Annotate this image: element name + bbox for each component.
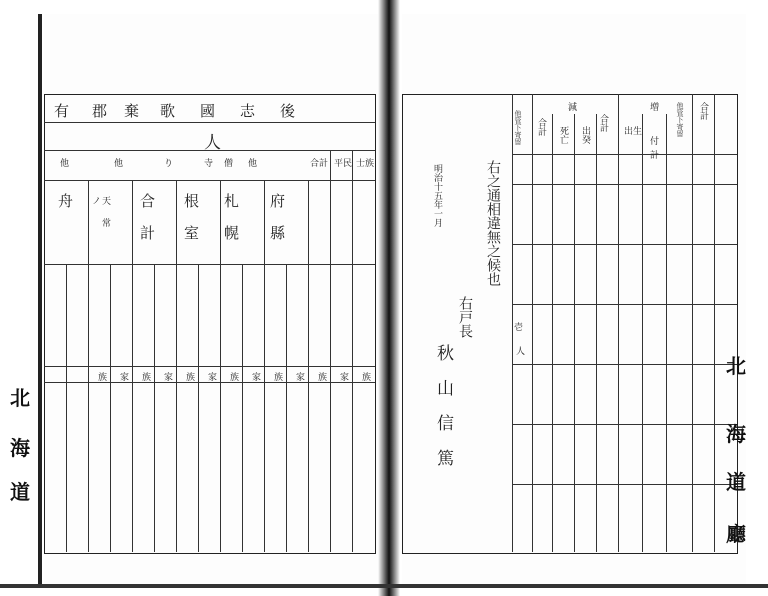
household-4: 家 [296,373,306,383]
col-header-10: 減 [568,103,578,113]
left-page-shadow [38,14,42,584]
row-a-5: 僧 [224,159,234,169]
row-a-9: 他 [60,159,70,169]
col-header-11: 他管下寄留 [514,110,522,145]
right-page [402,14,746,584]
left-spine-1: 北 [10,386,30,410]
row-b-7: 舟 [58,192,74,210]
row-value-1: 壱 [514,323,524,333]
row-a-2: 平民 [334,159,353,169]
household-10: 家 [164,373,174,383]
header-char-6: 郡 [92,102,108,120]
document-date: 明治十五年一月 [432,164,442,227]
row-b2-5: 常 [102,219,112,229]
row-a-6: 寺 [204,159,214,169]
col-header-6: 出生 [624,127,643,137]
row-a-4: 他 [248,159,258,169]
office-title: 右戸長 [457,296,473,338]
household-8: 家 [208,373,218,383]
row-value-2: 人 [516,347,526,357]
row-b-4: 合 [140,192,156,210]
section-title: 人 [204,133,221,153]
row-b2-3: 室 [184,224,200,242]
col-header-2: 他管下寄留 [676,102,684,137]
row-a-3: 合計 [310,159,329,169]
row-b-3: 根 [184,192,200,210]
col-header-4: 付 [650,137,660,147]
household-5: 族 [274,373,284,383]
household-3: 族 [318,373,328,383]
right-table-frame [402,94,738,554]
header-char-5: 棄 [124,102,140,120]
bottom-edge [0,584,768,588]
row-b-2: 札 [224,192,240,210]
left-page [10,14,380,584]
header-char-7: 有 [54,102,70,120]
household-13: 族 [98,373,108,383]
row-b-1: 府 [270,192,286,210]
header-char-1: 後 [280,102,296,120]
household-9: 族 [186,373,196,383]
row-b2-4: 計 [140,224,156,242]
right-spine-2: 海 [726,422,746,446]
right-spine-1: 北 [726,354,746,378]
household-11: 族 [142,373,152,383]
col-header-1: 合計 [698,102,708,120]
household-2: 家 [340,373,350,383]
row-b-6: ノ [92,197,102,207]
row-a-7: り [164,159,174,169]
household-7: 族 [230,373,240,383]
household-1: 族 [362,373,372,383]
col-header-8: 死亡 [558,126,568,144]
col-header-12: 合計 [536,118,546,136]
col-header-7: 合計 [598,114,608,132]
household-12: 家 [120,373,130,383]
header-char-2: 志 [240,102,256,120]
left-spine-3: 道 [10,480,30,504]
signatory-name: 秋山信篤 [433,344,453,484]
header-char-3: 國 [200,102,216,120]
col-header-9: 出癸 [580,126,590,144]
book-gutter [378,0,400,596]
row-b2-2: 幌 [224,224,240,242]
household-6: 家 [252,373,262,383]
col-header-3: 計 [650,151,660,161]
row-b-5: 天 [102,197,112,207]
row-a-1: 士族 [356,159,375,169]
header-char-4: 歌 [160,102,176,120]
statement: 右之通相違無之候也 [485,160,501,286]
row-b2-1: 縣 [270,224,286,242]
right-spine-3: 道 [726,470,746,494]
right-spine-4: 廳 [726,522,746,546]
left-spine-2: 海 [10,436,30,460]
col-header-5: 増 [650,103,660,113]
row-a-8: 他 [114,159,124,169]
